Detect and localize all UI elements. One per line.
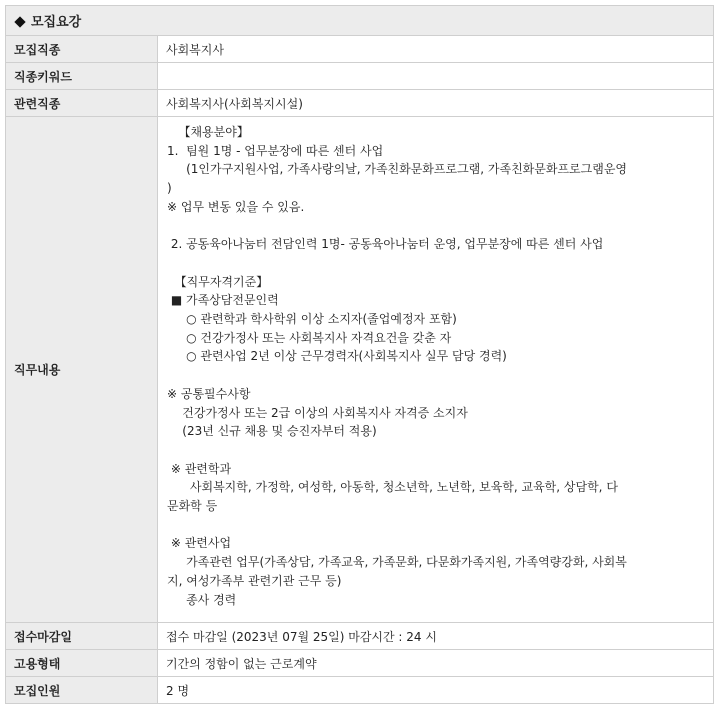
- recruitment-table: [5, 5, 714, 704]
- related-value: 사회복지사(사회복지시설): [158, 90, 714, 117]
- employment-value: 기간의 정함이 없는 근로계약: [158, 650, 714, 677]
- row-keyword: [6, 63, 714, 90]
- job-content-line: 1. 팀원 1명 - 업무분장에 따른 센터 사업: [167, 143, 384, 158]
- job-content-line: (23년 신규 채용 및 승진자부터 적용): [167, 424, 377, 439]
- job-content-line: 종사 경력: [167, 592, 237, 607]
- section-header-row: [6, 6, 714, 36]
- job-content-line: 지, 여성가족부 관련기관 근무 등): [167, 573, 342, 588]
- job-content-line: 【직무자격기준】: [167, 274, 269, 289]
- job-content-line: ※ 업무 변동 있을 수 있음.: [167, 199, 305, 214]
- job-content-line: ): [167, 181, 172, 196]
- job-content-label: 직무내용: [6, 117, 158, 623]
- employment-label: 고용형태: [6, 650, 158, 677]
- row-deadline: [6, 623, 714, 650]
- recruitment-summary: [5, 5, 713, 704]
- related-label: 관련직종: [6, 90, 158, 117]
- headcount-label: 모집인원: [6, 677, 158, 704]
- deadline-value: 접수 마감일 (2023년 07월 25일) 마감시간 : 24 시: [158, 623, 714, 650]
- job-content-line: ○ 건강가정사 또는 사회복지사 자격요건을 갖춘 자: [167, 330, 452, 345]
- section-header: [6, 6, 714, 36]
- job-content-text: [167, 123, 705, 609]
- job-content-line: 가족관련 업무(가족상담, 가족교육, 가족문화, 다문화가족지원, 가족역량강화, 사회복: [167, 555, 627, 570]
- job-content-line: 사회복지학, 가정학, 여성학, 아동학, 청소년학, 노년학, 보육학, 교육학, 상담학, 다: [167, 480, 618, 495]
- job-type-value: 사회복지사: [158, 36, 714, 63]
- keyword-value: [158, 63, 714, 90]
- job-content-line: 【채용분야】: [167, 125, 249, 139]
- keyword-label: 직종키워드: [6, 63, 158, 90]
- job-content-line: [167, 366, 705, 385]
- job-content-line: [167, 516, 705, 535]
- job-content-line: 문화학 등: [167, 499, 218, 513]
- row-employment: [6, 650, 714, 677]
- job-content-value: [158, 117, 714, 623]
- job-content-line: ■ 가족상담전문인력: [167, 293, 279, 308]
- job-content-line: ○ 관련학과 학사학위 이상 소지자(졸업예정자 포함): [167, 312, 457, 326]
- job-content-line: 건강가정사 또는 2급 이상의 사회복지사 자격증 소지자: [167, 405, 468, 420]
- row-job-type: [6, 36, 714, 63]
- job-content-line: (1인가구지원사업, 가족사랑의날, 가족친화문화프로그램, 가족친화문화프로그램운영: [167, 162, 628, 177]
- job-content-line: [167, 254, 705, 273]
- job-type-label: 모집직종: [6, 36, 158, 63]
- row-related: [6, 90, 714, 117]
- job-content-line: ※ 관련사업: [167, 536, 232, 551]
- headcount-value: 2 명: [158, 677, 714, 704]
- row-headcount: [6, 677, 714, 704]
- job-content-line: [167, 441, 705, 460]
- section-title: 모집요강: [31, 15, 82, 30]
- diamond-bullet-icon: [14, 16, 25, 27]
- job-content-line: [167, 217, 705, 236]
- deadline-label: 접수마감일: [6, 623, 158, 650]
- job-content-line: ※ 공통필수사항: [167, 386, 251, 401]
- job-content-line: 2. 공동육아나눔터 전담인력 1명- 공동육아나눔터 운영, 업무분장에 따른 센터 사업: [167, 237, 604, 252]
- row-job-content: [6, 117, 714, 623]
- job-content-line: ※ 관련학과: [167, 461, 232, 476]
- job-content-line: ○ 관련사업 2년 이상 근무경력자(사회복지사 실무 담당 경력): [167, 349, 507, 364]
